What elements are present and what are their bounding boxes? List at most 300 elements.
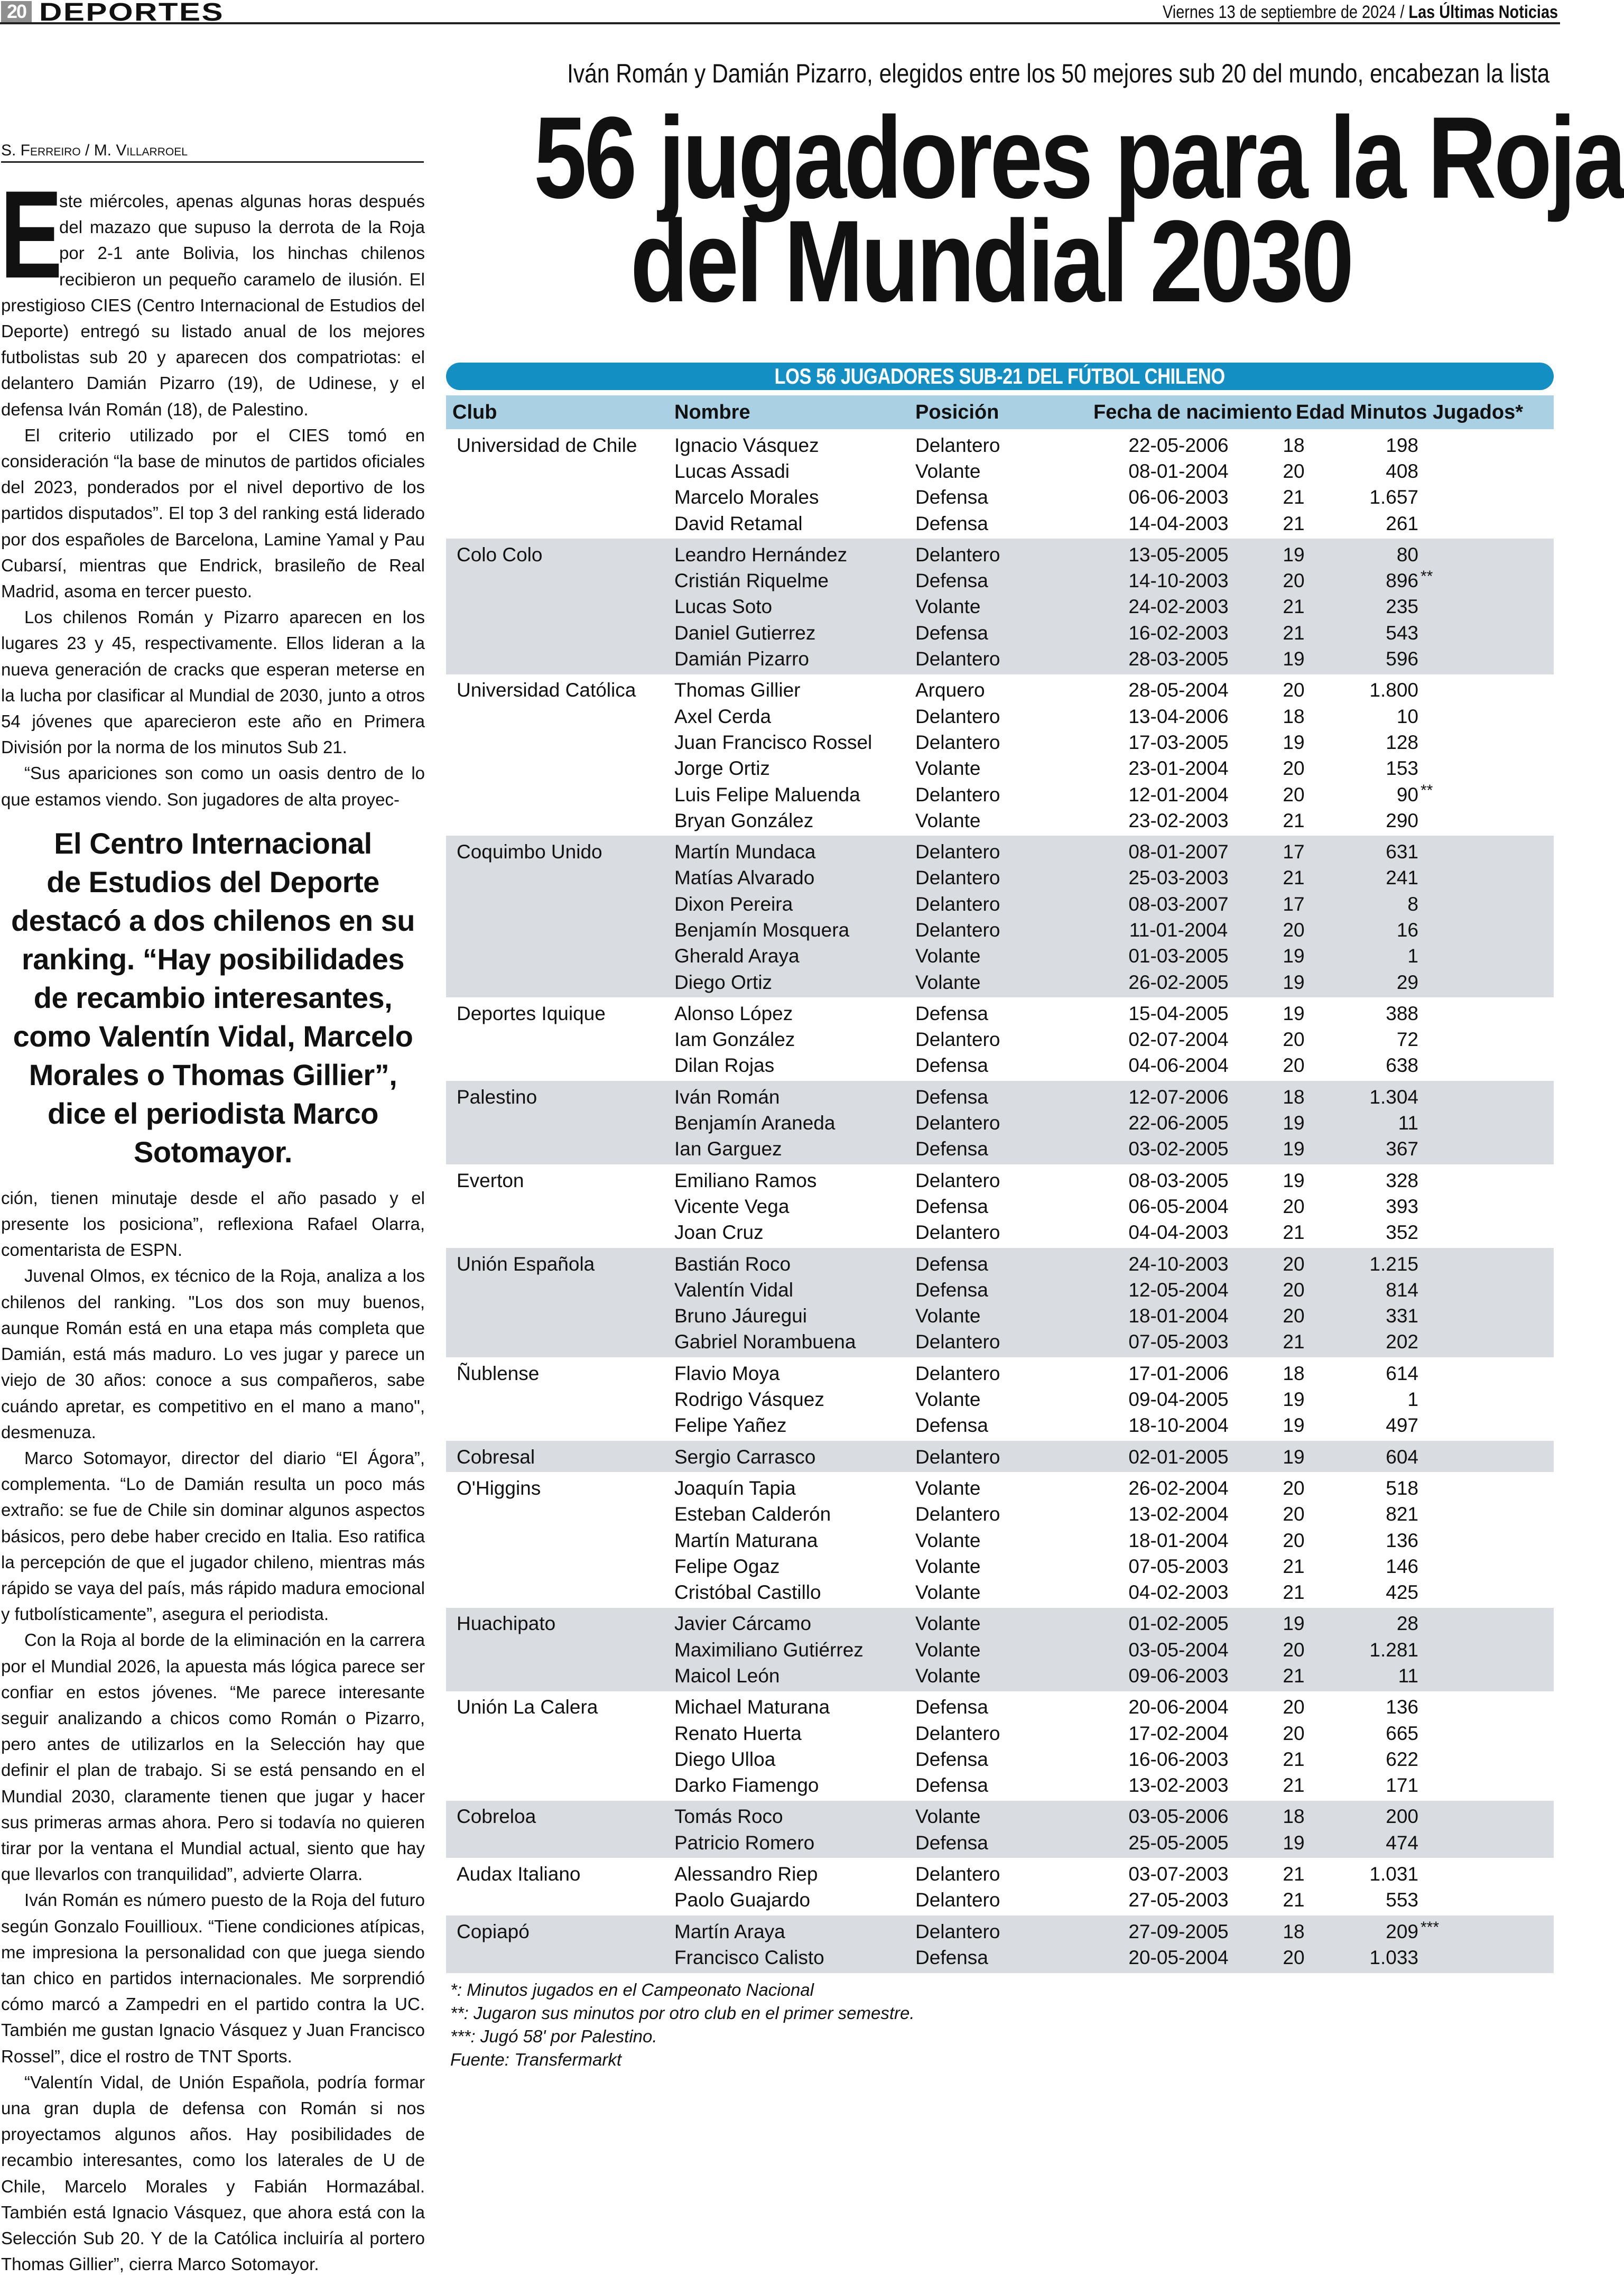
club-group <box>446 1858 1554 1915</box>
table-row <box>446 704 1554 729</box>
age-cell: 18 <box>1283 1362 1305 1384</box>
birthdate-cell: 18-10-2004 <box>1128 1414 1229 1437</box>
birthdate-cell: 03-07-2003 <box>1128 1863 1229 1885</box>
position-cell: Defensa <box>915 1748 988 1770</box>
table-row <box>446 1663 1554 1689</box>
minutes-value: 638 <box>1386 1054 1418 1077</box>
age-cell: 20 <box>1283 783 1305 806</box>
minutes-value: 290 <box>1386 809 1418 831</box>
column-header-position: Posición <box>915 401 999 423</box>
player-name-cell: Vicente Vega <box>674 1195 790 1217</box>
footnote-marker: *** <box>1421 1918 1440 1936</box>
table-row <box>446 458 1554 484</box>
player-name-cell: Michael Maturana <box>674 1696 830 1718</box>
position-cell: Delantero <box>915 1722 1000 1744</box>
minutes-cell <box>1320 1253 1445 1275</box>
table-row <box>446 542 1554 568</box>
birthdate-cell: 08-03-2007 <box>1128 893 1229 915</box>
article-paragraph: Marco Sotomayor, director del diario “El Ágora”, complementa. “Lo de Damián resulta un poco más extraño: se fue de Chile sin dominar algunos aspectos básicos, pero debe haber crecido en Italia. Eso ratifica la percepción de que el jugador chileno, mientras más rápido se vaya del país, más rápido madura emocional y futbolísticamente”, asegura el periodista. <box>1 1448 425 1624</box>
birthdate-cell: 08-01-2004 <box>1128 460 1229 482</box>
age-cell: 19 <box>1283 543 1305 566</box>
birthdate-cell: 09-04-2005 <box>1128 1389 1229 1411</box>
minutes-value: 261 <box>1386 512 1418 534</box>
minutes-cell <box>1320 893 1445 915</box>
player-name-cell: Rodrigo Vásquez <box>674 1389 824 1411</box>
position-cell: Volante <box>915 1581 981 1604</box>
minutes-cell <box>1320 1581 1445 1604</box>
player-name-cell: Gabriel Norambuena <box>674 1331 856 1353</box>
position-cell: Volante <box>915 1665 981 1687</box>
minutes-cell <box>1320 679 1445 701</box>
position-cell: Defensa <box>915 1002 988 1024</box>
minutes-cell <box>1320 1363 1445 1385</box>
age-cell: 20 <box>1283 1529 1305 1551</box>
minutes-value: 328 <box>1386 1169 1418 1191</box>
minutes-value: 209 <box>1386 1920 1418 1942</box>
article-paragraph: Con la Roja al borde de la eliminación en la carrera por el Mundial 2026, la apuesta más lógica parece ser confiar en estos jóvenes. “Me parece interesante seguir analizando a chicos como Román o Pizarro, pero antes de utilizarlos en la Selección hay que definir el plan de trabajo. Si se está pensando en el Mundial 2030, claramente tienen que jugar y hacer sus primeras armas ahora. Pero si todavía no quieren tirar por la ventana el Mundial actual, siento que hay que llevarlos con tranquilidad”, advierte Olarra. <box>1 1630 425 1884</box>
article-paragraph: “Sus apariciones son como un oasis dentro de lo que estamos viendo. Son jugadores de alta proyec- <box>1 763 425 809</box>
table-row <box>446 568 1554 594</box>
table-row <box>446 1804 1554 1830</box>
player-name-cell: Valentín Vidal <box>674 1279 793 1301</box>
minutes-cell <box>1320 1138 1445 1160</box>
birthdate-cell: 14-04-2003 <box>1128 512 1229 534</box>
player-name-cell: Diego Ulloa <box>674 1748 776 1770</box>
player-name-cell: Ian Garguez <box>674 1138 782 1160</box>
table-row <box>446 839 1554 865</box>
player-name-cell: Damián Pizarro <box>674 648 809 670</box>
club-group <box>446 1472 1554 1607</box>
birthdate-cell: 08-01-2007 <box>1128 841 1229 863</box>
club-cell: Palestino <box>457 1086 537 1108</box>
minutes-value: 665 <box>1386 1722 1418 1744</box>
age-cell: 19 <box>1283 648 1305 670</box>
club-group <box>446 1915 1554 1973</box>
minutes-value: 1.304 <box>1369 1086 1418 1108</box>
birthdate-cell: 09-06-2003 <box>1128 1665 1229 1687</box>
minutes-value: 425 <box>1386 1581 1418 1604</box>
player-name-cell: Luis Felipe Maluenda <box>674 783 860 806</box>
table-row <box>446 1277 1554 1303</box>
club-cell: Universidad Católica <box>457 679 636 701</box>
age-cell: 21 <box>1283 1748 1305 1770</box>
age-cell: 21 <box>1283 1581 1305 1604</box>
position-cell: Delantero <box>915 1221 1000 1244</box>
birthdate-cell: 20-05-2004 <box>1128 1946 1229 1968</box>
player-name-cell: Cristóbal Castillo <box>674 1581 821 1604</box>
club-group <box>446 836 1554 997</box>
table-row <box>446 1720 1554 1746</box>
minutes-cell <box>1320 1003 1445 1025</box>
player-name-cell: Alessandro Riep <box>674 1863 818 1885</box>
minutes-cell <box>1320 544 1445 566</box>
column-header-club: Club <box>452 401 497 423</box>
table-footnotes <box>446 1978 1554 2071</box>
headline-line-1: 56 jugadores para la Roja <box>533 92 1624 223</box>
table-row <box>446 1053 1554 1079</box>
age-cell: 18 <box>1283 705 1305 727</box>
age-cell: 20 <box>1283 679 1305 701</box>
minutes-value: 821 <box>1386 1503 1418 1525</box>
player-name-cell: Darko Fiamengo <box>674 1774 819 1797</box>
minutes-cell <box>1320 867 1445 889</box>
position-cell: Defensa <box>915 1831 988 1854</box>
age-cell: 19 <box>1283 1169 1305 1191</box>
position-cell: Defensa <box>915 1253 988 1275</box>
position-cell: Delantero <box>915 1863 1000 1885</box>
minutes-value: 128 <box>1386 731 1418 753</box>
player-name-cell: Bruno Jáuregui <box>674 1305 807 1327</box>
minutes-value: 1.800 <box>1369 679 1418 701</box>
player-name-cell: Thomas Gillier <box>674 679 801 701</box>
footnote: ***: Jugó 58' por Palestino. <box>450 2026 657 2046</box>
position-cell: Defensa <box>915 1054 988 1077</box>
position-cell: Defensa <box>915 486 988 508</box>
table-row <box>446 1579 1554 1605</box>
birthdate-cell: 22-06-2005 <box>1128 1112 1229 1134</box>
position-cell: Delantero <box>915 867 1000 889</box>
position-cell: Volante <box>915 1389 981 1411</box>
birthdate-cell: 12-07-2006 <box>1128 1086 1229 1108</box>
player-name-cell: Tomás Roco <box>674 1806 783 1828</box>
age-cell: 21 <box>1283 1774 1305 1797</box>
publication-name: Las Últimas Noticias <box>1408 2 1558 22</box>
birthdate-cell: 01-02-2005 <box>1128 1613 1229 1635</box>
minutes-cell <box>1320 1748 1445 1771</box>
age-cell: 18 <box>1283 1920 1305 1942</box>
age-cell: 21 <box>1283 1555 1305 1577</box>
minutes-value: 80 <box>1396 543 1418 566</box>
minutes-cell <box>1320 486 1445 508</box>
age-cell: 20 <box>1283 1279 1305 1301</box>
position-cell: Delantero <box>915 543 1000 566</box>
minutes-value: 1.281 <box>1369 1639 1418 1661</box>
headline <box>433 92 1624 326</box>
minutes-cell <box>1320 1029 1445 1051</box>
minutes-cell <box>1320 1305 1445 1327</box>
minutes-cell <box>1320 1054 1445 1077</box>
minutes-value: 1.033 <box>1369 1946 1418 1968</box>
table-row <box>446 1637 1554 1663</box>
table-row <box>446 1773 1554 1799</box>
birthdate-cell: 02-07-2004 <box>1128 1029 1229 1051</box>
position-cell: Defensa <box>915 570 988 592</box>
minutes-value: 136 <box>1386 1529 1418 1551</box>
table-row <box>446 1220 1554 1246</box>
minutes-cell <box>1320 706 1445 728</box>
table-row <box>446 1475 1554 1501</box>
birthdate-cell: 22-05-2006 <box>1128 434 1229 456</box>
minutes-value: 1.215 <box>1369 1253 1418 1275</box>
minutes-cell <box>1320 596 1445 618</box>
player-name-cell: Renato Huerta <box>674 1722 802 1744</box>
age-cell: 21 <box>1283 1221 1305 1244</box>
club-group <box>446 1164 1554 1248</box>
minutes-value: 28 <box>1396 1613 1418 1635</box>
birthdate-cell: 20-06-2004 <box>1128 1696 1229 1718</box>
table-row <box>446 1329 1554 1355</box>
position-cell: Arquero <box>915 679 985 701</box>
minutes-cell <box>1320 1832 1445 1854</box>
page-header <box>0 0 1560 24</box>
minutes-value: 16 <box>1396 919 1418 941</box>
byline: S. Ferreiro / M. Villarroel <box>1 142 424 163</box>
minutes-cell <box>1320 1665 1445 1687</box>
age-cell: 19 <box>1283 1613 1305 1635</box>
birthdate-cell: 04-02-2003 <box>1128 1581 1229 1604</box>
minutes-value: 1 <box>1407 945 1418 967</box>
column-header-birthdate: Fecha de nacimiento <box>1093 401 1292 423</box>
club-cell: Universidad de Chile <box>457 434 637 456</box>
age-cell: 20 <box>1283 460 1305 482</box>
birthdate-cell: 17-03-2005 <box>1128 731 1229 753</box>
minutes-value: 11 <box>1398 1112 1418 1134</box>
age-cell: 18 <box>1283 434 1305 456</box>
player-name-cell: Felipe Ogaz <box>674 1555 780 1577</box>
birthdate-cell: 13-02-2003 <box>1128 1774 1229 1797</box>
birthdate-cell: 23-01-2004 <box>1128 757 1229 780</box>
table-header-row <box>446 395 1554 429</box>
birthdate-cell: 18-01-2004 <box>1128 1305 1229 1327</box>
birthdate-cell: 26-02-2005 <box>1128 971 1229 993</box>
footnote-marker: ** <box>1421 568 1433 586</box>
minutes-cell <box>1320 1613 1445 1635</box>
position-cell: Delantero <box>915 731 1000 753</box>
age-cell: 21 <box>1283 486 1305 508</box>
article-paragraph: “Valentín Vidal, de Unión Española, podría formar una gran dupla de defensa con Román si nos proyectamos algunos años. Hay posibilidades de recambio interesantes, como los laterales de U de Chile, Marcelo Morales y Fabián Hormazábal. También está Ignacio Vásquez, que ahora está con la Selección Sub 20. Y de la Católica incluiría al portero Thomas Gillier”, cierra Marco Sotomayor. <box>1 2072 425 2274</box>
page-number: 20 <box>1 1 32 22</box>
minutes-value: 367 <box>1386 1138 1418 1160</box>
age-cell: 21 <box>1283 622 1305 644</box>
birthdate-cell: 11-01-2004 <box>1129 919 1228 941</box>
position-cell: Delantero <box>915 1029 1000 1051</box>
position-cell: Defensa <box>915 1414 988 1437</box>
position-cell: Volante <box>915 757 981 780</box>
player-name-cell: Cristián Riquelme <box>674 570 829 592</box>
table-row <box>446 1001 1554 1026</box>
minutes-cell <box>1320 732 1445 754</box>
column-header-minutes: Minutos Jugados* <box>1350 401 1523 423</box>
position-cell: Delantero <box>915 1446 1000 1468</box>
minutes-value: 631 <box>1386 841 1418 863</box>
player-name-cell: Dixon Pereira <box>674 893 793 915</box>
birthdate-cell: 08-03-2005 <box>1128 1169 1229 1191</box>
player-name-cell: Lucas Soto <box>674 596 773 618</box>
birthdate-cell: 14-10-2003 <box>1128 570 1229 592</box>
age-cell: 21 <box>1283 867 1305 889</box>
club-cell: Ñublense <box>457 1362 540 1384</box>
table-row <box>446 620 1554 646</box>
minutes-value: 136 <box>1386 1696 1418 1718</box>
player-name-cell: Martín Araya <box>674 1920 785 1942</box>
player-name-cell: Matías Alvarado <box>674 867 815 889</box>
age-cell: 21 <box>1283 1331 1305 1353</box>
age-cell: 19 <box>1283 1002 1305 1024</box>
drop-cap: E <box>0 165 63 304</box>
club-group <box>446 1081 1554 1164</box>
minutes-cell <box>1320 1196 1445 1218</box>
player-name-cell: Patricio Romero <box>674 1831 815 1854</box>
player-name-cell: Alonso López <box>674 1002 793 1024</box>
table-row <box>446 511 1554 536</box>
age-cell: 17 <box>1283 893 1305 915</box>
player-name-cell: Maximiliano Gutiérrez <box>674 1639 864 1661</box>
minutes-value: 408 <box>1386 460 1418 482</box>
table-row <box>446 729 1554 755</box>
table-row <box>446 1251 1554 1277</box>
player-name-cell: Javier Cárcamo <box>674 1613 812 1635</box>
position-cell: Delantero <box>915 1920 1000 1942</box>
position-cell: Defensa <box>915 1946 988 1968</box>
birthdate-cell: 26-02-2004 <box>1128 1477 1229 1499</box>
section-name: DEPORTES <box>39 0 225 26</box>
club-cell: Deportes Iquique <box>457 1002 606 1024</box>
table-row <box>446 485 1554 511</box>
minutes-cell <box>1320 1331 1445 1353</box>
player-name-cell: Iam González <box>674 1029 795 1051</box>
minutes-cell <box>1320 1446 1445 1468</box>
age-cell: 19 <box>1283 971 1305 993</box>
player-name-cell: Francisco Calisto <box>674 1946 824 1968</box>
club-cell: Copiapó <box>457 1920 530 1942</box>
table-row <box>446 969 1554 995</box>
club-cell: Coquimbo Unido <box>457 841 602 863</box>
club-group <box>446 1248 1554 1357</box>
minutes-cell <box>1320 971 1445 994</box>
player-name-cell: Flavio Moya <box>674 1362 780 1384</box>
table-row <box>446 432 1554 458</box>
minutes-value: 200 <box>1386 1806 1418 1828</box>
club-cell: O'Higgins <box>457 1477 541 1499</box>
club-cell: Colo Colo <box>457 543 543 566</box>
age-cell: 18 <box>1283 1806 1305 1828</box>
minutes-value: 10 <box>1396 705 1418 727</box>
player-name-cell: Juan Francisco Rossel <box>674 731 873 753</box>
age-cell: 21 <box>1283 1889 1305 1911</box>
club-cell: Huachipato <box>457 1613 556 1635</box>
age-cell: 20 <box>1283 570 1305 592</box>
age-cell: 20 <box>1283 1029 1305 1051</box>
player-name-cell: Marcelo Morales <box>674 486 819 508</box>
birthdate-cell: 04-04-2003 <box>1128 1221 1229 1244</box>
club-group <box>446 1608 1554 1691</box>
position-cell: Volante <box>915 1555 981 1577</box>
club-group <box>446 1357 1554 1441</box>
position-cell: Volante <box>915 460 981 482</box>
table-body <box>446 429 1554 1973</box>
table-row <box>446 1528 1554 1553</box>
club-group <box>446 429 1554 539</box>
birthdate-cell: 03-05-2006 <box>1128 1806 1229 1828</box>
birthdate-cell: 03-02-2005 <box>1128 1138 1229 1160</box>
position-cell: Volante <box>915 1806 981 1828</box>
player-name-cell: Jorge Ortiz <box>674 757 770 780</box>
player-name-cell: Bastián Roco <box>674 1253 791 1275</box>
minutes-cell <box>1320 1889 1445 1911</box>
column-header-age: Edad <box>1296 401 1345 423</box>
age-cell: 18 <box>1283 1086 1305 1108</box>
table-row <box>446 1168 1554 1193</box>
minutes-cell <box>1320 1806 1445 1828</box>
age-cell: 20 <box>1283 1722 1305 1744</box>
position-cell: Defensa <box>915 512 988 534</box>
table-row <box>446 594 1554 620</box>
position-cell: Volante <box>915 945 981 967</box>
table-row <box>446 1027 1554 1053</box>
club-cell: Unión La Calera <box>457 1696 598 1718</box>
player-name-cell: Leandro Hernández <box>674 543 848 566</box>
player-name-cell: Martín Mundaca <box>674 841 816 863</box>
position-cell: Defensa <box>915 1138 988 1160</box>
club-cell: Audax Italiano <box>457 1863 581 1885</box>
minutes-value: 614 <box>1386 1362 1418 1384</box>
position-cell: Delantero <box>915 1331 1000 1353</box>
birthdate-cell: 07-05-2003 <box>1128 1555 1229 1577</box>
table-row <box>446 1919 1554 1945</box>
minutes-value: 146 <box>1386 1555 1418 1577</box>
position-cell: Delantero <box>915 1889 1000 1911</box>
birthdate-cell: 28-05-2004 <box>1128 679 1229 701</box>
pull-quote: El Centro Internacional de Estudios del Deporte destacó a dos chilenos en su ranking. “Hay posibilidades de recambio interesantes, como Valentín Vidal, Marcelo Morales o Thomas Gillier”, dice el periodista Marco Sotomayor. <box>11 826 415 1169</box>
age-cell: 20 <box>1283 1946 1305 1968</box>
birthdate-cell: 16-06-2003 <box>1128 1748 1229 1770</box>
birthdate-cell: 18-01-2004 <box>1128 1529 1229 1551</box>
player-name-cell: Ignacio Vásquez <box>674 434 819 456</box>
club-group <box>446 997 1554 1081</box>
minutes-cell <box>1320 1863 1445 1885</box>
minutes-cell <box>1320 1477 1445 1500</box>
age-cell: 20 <box>1283 1639 1305 1661</box>
player-name-cell: Axel Cerda <box>674 705 772 727</box>
age-cell: 20 <box>1283 1503 1305 1525</box>
age-cell: 20 <box>1283 1195 1305 1217</box>
birthdate-cell: 12-01-2004 <box>1128 783 1229 806</box>
player-name-cell: Daniel Gutierrez <box>674 622 816 644</box>
birthdate-cell: 12-05-2004 <box>1128 1279 1229 1301</box>
minutes-cell <box>1320 622 1445 644</box>
age-cell: 20 <box>1283 1253 1305 1275</box>
table-row <box>446 1110 1554 1136</box>
minutes-cell <box>1320 1947 1445 1969</box>
birthdate-cell: 25-05-2005 <box>1128 1831 1229 1854</box>
player-name-cell: Joaquín Tapia <box>674 1477 796 1499</box>
article-paragraph: Los chilenos Román y Pizarro aparecen en los lugares 23 y 45, respectivamente. Ellos lideran a la nueva generación de cracks que esperan meterse en la lucha por clasificar al Mundial de 2030, junto a otros 54 jóvenes que aparecieron este año en Primera División por la norma de los minutos Sub 21. <box>1 607 425 757</box>
table-row <box>446 1611 1554 1637</box>
age-cell: 20 <box>1283 1477 1305 1499</box>
column-header-name: Nombre <box>674 401 750 423</box>
minutes-value: 474 <box>1386 1831 1418 1854</box>
position-cell: Delantero <box>915 705 1000 727</box>
position-cell: Delantero <box>915 434 1000 456</box>
minutes-value: 352 <box>1386 1221 1418 1244</box>
minutes-cell <box>1320 1696 1445 1718</box>
minutes-cell <box>1320 460 1445 483</box>
minutes-value: 393 <box>1386 1195 1418 1217</box>
minutes-cell <box>1320 919 1445 941</box>
table-row <box>446 678 1554 704</box>
position-cell: Volante <box>915 1305 981 1327</box>
minutes-value: 72 <box>1396 1029 1418 1051</box>
table-row <box>446 865 1554 891</box>
minutes-cell <box>1320 1530 1445 1552</box>
minutes-value: 553 <box>1386 1889 1418 1911</box>
minutes-value: 241 <box>1386 867 1418 889</box>
birthdate-cell: 06-06-2003 <box>1128 486 1229 508</box>
birthdate-cell: 04-06-2004 <box>1128 1054 1229 1077</box>
birthdate-cell: 27-05-2003 <box>1128 1889 1229 1911</box>
age-cell: 19 <box>1283 1112 1305 1134</box>
age-cell: 19 <box>1283 945 1305 967</box>
